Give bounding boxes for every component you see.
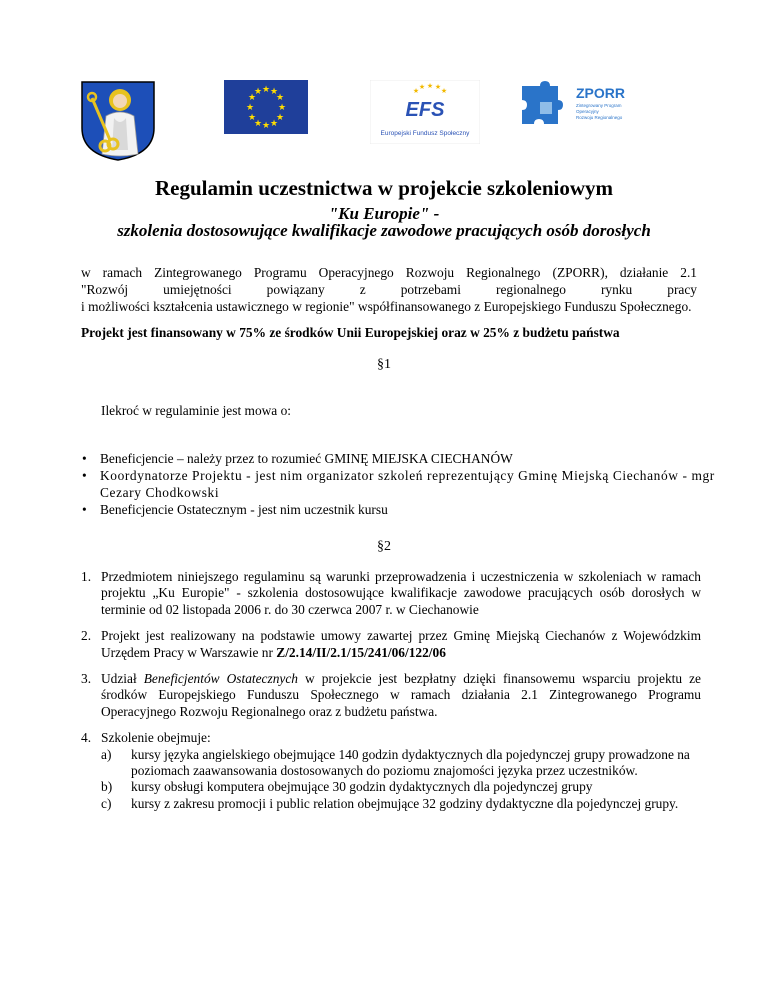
sublist-item: [101, 747, 701, 780]
svg-text:★: ★: [253, 87, 263, 97]
item-text: Przedmiotem niniejszego regulaminu są warunki przeprowadzenia i uczestniczenia w szkoleniach w ramach projektu „Ku Europie" - szkolenia dostosowujące kwalifikacje zawodowe pracujących osób dorosłych w terminie od 02 listopada 2006 r. do 30 czerwca 2007 r. w Ciechanowie: [101, 569, 701, 617]
section-1-heading: §1: [377, 357, 391, 372]
eu-flag-icon: [224, 80, 308, 134]
item-text-pre: Udział: [101, 671, 144, 687]
svg-text:EFS: EFS: [405, 99, 445, 121]
training-sublist: [101, 747, 701, 813]
list-item: 3. Udział Beneficjentów Ostatecznych w projekcie jest bezpłatny dzięki finansowemu wsparciu projektu ze środków Europejskiego Funduszu Społecznego w ramach działania 2.1 Zintegrowanego Programu Operacyjnego Rozwoju Regionalnego oraz z budżetu państwa.: [81, 671, 701, 719]
efs-logo-icon: [370, 80, 480, 144]
project-subtitle: szkolenia dostosowujące kwalifikacje zawodowe pracujących osób dorosłych: [117, 221, 651, 240]
svg-text:★: ★: [253, 119, 263, 129]
project-name: "Ku Europie" -: [328, 204, 440, 223]
svg-text:Zintegrowany Program: Zintegrowany Program: [576, 103, 622, 108]
zporr-logo-icon: [518, 80, 648, 130]
sublist-text: kursy języka angielskiego obejmujące 140 godzin dydaktycznych dla pojedynczej grupy prowadzone na poziomach zaawansowania dostosowanych do poziomu znajomości języka przez uczestników.: [131, 746, 690, 779]
svg-text:★: ★: [426, 82, 434, 90]
svg-text:★: ★: [275, 93, 285, 103]
document-title: Regulamin uczestnictwa w projekcie szkoleniowym: [154, 176, 614, 200]
sublist-text: kursy z zakresu promocji i public relation obejmujące 32 godziny dydaktyczne dla pojedynczej grupy.: [131, 795, 679, 811]
funding-statement: Projekt jest finansowany w 75% ze środków Unii Europejskiej oraz w 25% z budżetu państwa: [81, 325, 620, 340]
svg-text:★: ★: [269, 87, 279, 97]
svg-text:Rozwoju Regionalnego: Rozwoju Regionalnego: [576, 115, 623, 120]
definitions-list: [80, 450, 720, 518]
svg-text:★: ★: [269, 119, 279, 129]
sublist-letter: c): [101, 795, 112, 811]
svg-text:★: ★: [434, 83, 442, 91]
svg-text:Operacyjny: Operacyjny: [576, 109, 599, 114]
coat-of-arms-icon: [80, 80, 156, 162]
section-2-heading: §2: [377, 539, 391, 554]
list-item: 1. Przedmiotem niniejszego regulaminu są warunki przeprowadzenia i uczestniczenia w szkoleniach w ramach projektu „Ku Europie" - szkolenia dostosowujące kwalifikacje zawodowe pracujących osób dorosłych w terminie od 02 listopada 2006 r. do 30 czerwca 2007 r. w Ciechanowie: [81, 569, 701, 617]
svg-text:★: ★: [277, 103, 287, 113]
definition-text: Koordynatorze Projektu - jest nim organizator szkoleń reprezentujący Gminę Miejską Ciechanów - mgr Cezary Chodkowski: [100, 468, 715, 500]
intro-rest: i możliwości kształcenia ustawicznego w regionie" współfinansowanego z Europejskiego Funduszu Społecznego.: [81, 299, 692, 314]
list-item: 2. Projekt jest realizowany na podstawie umowy zawartej przez Gminę Miejską Ciechanów z Wojewódzkim Urzędem Pracy w Warszawie nr Z/2.14/II/2.1/15/241/06/122/06: [81, 628, 701, 660]
section-1-lead: Ilekroć w regulaminie jest mowa o:: [101, 403, 292, 418]
item-emphasis: Beneficjentów Ostatecznych: [143, 671, 298, 687]
item-text: Projekt jest realizowany na podstawie umowy zawartej przez Gminę Miejską Ciechanów z Wojewódzkim Urzędem Pracy w Warszawie nr: [101, 628, 701, 660]
list-item: • Koordynatorze Projektu - jest nim organizator szkoleń reprezentujący Gminę Miejską Ciechanów - mgr Cezary Chodkowski: [82, 468, 715, 500]
sublist-letter: b): [101, 779, 113, 795]
svg-text:★: ★: [418, 83, 426, 91]
item-text: Szkolenie obejmuje:: [101, 730, 211, 746]
svg-text:★: ★: [247, 113, 257, 123]
definition-text: Beneficjencie – należy przez to rozumieć GMINĘ MIEJSKA CIECHANÓW: [100, 451, 513, 466]
svg-text:★: ★: [261, 121, 271, 131]
svg-text:Europejski Fundusz Społeczny: Europejski Fundusz Społeczny: [380, 130, 470, 137]
svg-text:★: ★: [247, 93, 257, 103]
svg-text:ZPORR: ZPORR: [576, 85, 625, 101]
list-item: 4. Szkolenie obejmuje: a) kursy języka angielskiego obejmujące 140 godzin dydaktycznych dla pojedynczej grupy prowadzone na poziomach zaawansowania dostosowanych do poziomu znajomości języka przez uczestników. b) kursy obsługi komputera obejmujące 30 godzin dydaktycznych dla pojedynczej grupy c) kursy z zakresu promocji i public relation obejmujące 32 godziny dydaktyczne dla pojedynczej grupy.: [81, 730, 701, 812]
definition-text: Beneficjencie Ostatecznym - jest nim uczestnik kursu: [100, 502, 388, 517]
list-item: • Beneficjencie Ostatecznym - jest nim uczestnik kursu: [82, 502, 388, 517]
svg-text:★: ★: [261, 85, 271, 95]
intro-line-1: w ramach Zintegrowanego Programu Operacyjnego Rozwoju Regionalnego (ZPORR), działanie 2.1: [81, 265, 697, 280]
sublist-letter: a): [101, 746, 112, 762]
sublist-item: [101, 779, 701, 795]
svg-text:★: ★: [440, 87, 448, 95]
section-2-list: [81, 569, 701, 822]
sublist-item: [101, 796, 701, 812]
sublist-text: kursy obsługi komputera obejmujące 30 godzin dydaktycznych dla pojedynczej grupy: [131, 779, 593, 795]
item-text-post: w projekcie jest bezpłatny dzięki finansowemu wsparciu projektu ze środków Europejskiego Funduszu Społecznego w ramach działania 2.1 Zintegrowanego Programu Operacyjnego Rozwoju Regionalnego oraz z budżetu państwa.: [101, 671, 701, 719]
svg-text:★: ★: [275, 113, 285, 123]
contract-number: Z/2.14/II/2.1/15/241/06/122/06: [276, 644, 446, 660]
logo-bar: [0, 80, 768, 166]
svg-text:★: ★: [412, 87, 420, 95]
intro-paragraph: [81, 264, 697, 315]
svg-text:★: ★: [245, 103, 255, 113]
list-item: • Beneficjencie – należy przez to rozumieć GMINĘ MIEJSKA CIECHANÓW: [82, 451, 513, 466]
intro-line-2: "Rozwój umiejętności powiązany z potrzebami regionalnego rynku pracy: [81, 282, 697, 297]
